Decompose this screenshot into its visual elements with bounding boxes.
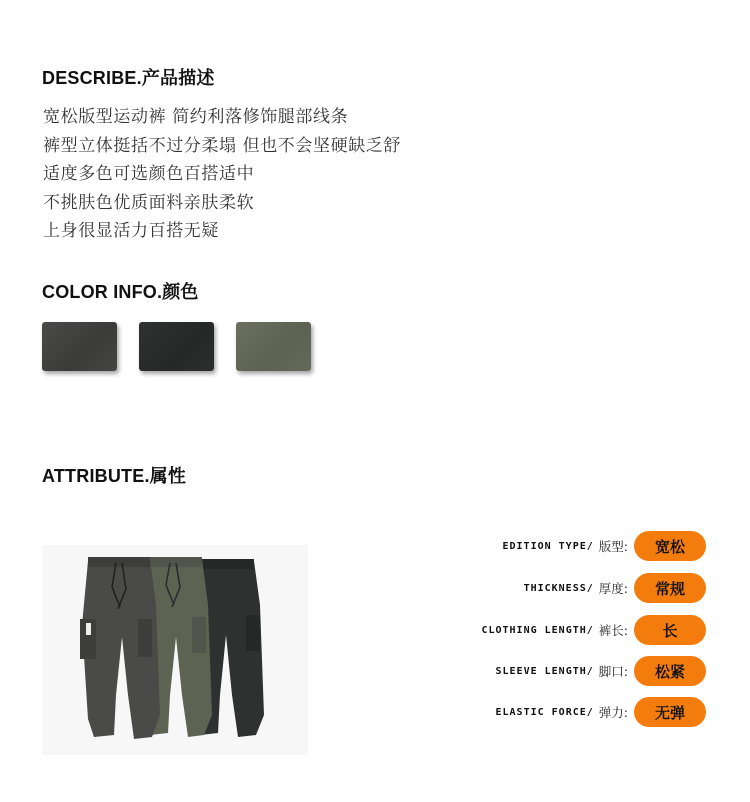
three-jogger-pants-image (42, 545, 308, 755)
attribute-row-sleeve-length (495, 656, 706, 686)
attribute-label-en: EDITION TYPE/ (502, 540, 594, 552)
attribute-value-pill: 宽松 (634, 531, 706, 561)
description-line: 宽松版型运动裤 简约利落修饰腿部线条 (43, 107, 349, 127)
color-swatch-olive[interactable] (236, 322, 311, 371)
attribute-label-en: CLOTHING LENGTH/ (481, 624, 594, 636)
attribute-value-pill: 松紧 (634, 656, 706, 686)
color-swatch-row (42, 322, 311, 371)
attribute-label-cn: 弹力: (598, 705, 628, 720)
attribute-label-en: ELASTIC FORCE/ (495, 706, 594, 718)
description-line: 不挑肤色优质面料亲肤柔软 (43, 192, 255, 213)
attribute-row-thickness (524, 573, 706, 603)
description-line: 适度多色可选颜色百搭适中 (43, 164, 255, 184)
attribute-label-en: SLEEVE LENGTH/ (495, 665, 594, 677)
attribute-label-cn: 脚口: (598, 664, 628, 679)
color-info-heading: COLOR INFO.颜色 (42, 282, 199, 302)
attribute-heading: ATTRIBUTE.属性 (42, 466, 187, 486)
attribute-row-clothing-length (481, 615, 706, 645)
attribute-value-pill: 长 (634, 615, 706, 645)
attribute-value-pill: 无弹 (634, 697, 706, 727)
attribute-label-cn: 厚度: (598, 581, 628, 596)
product-image (42, 545, 308, 755)
describe-heading: DESCRIBE.产品描述 (42, 68, 215, 88)
description-line: 上身很显活力百搭无疑 (43, 221, 219, 241)
description-line: 裤型立体挺括不过分柔塌 但也不会坚硬缺乏舒 (43, 135, 402, 156)
attribute-label-cn: 版型: (598, 539, 628, 554)
attribute-value-pill: 常规 (634, 573, 706, 603)
attribute-row-edition-type (503, 531, 707, 561)
attribute-label-cn: 裤长: (598, 623, 628, 638)
description-list (43, 103, 401, 246)
color-swatch-black[interactable] (139, 322, 214, 371)
attribute-row-elastic-force (495, 697, 706, 727)
color-swatch-dark-gray[interactable] (42, 322, 117, 371)
attribute-label-en: THICKNESS/ (523, 582, 594, 594)
